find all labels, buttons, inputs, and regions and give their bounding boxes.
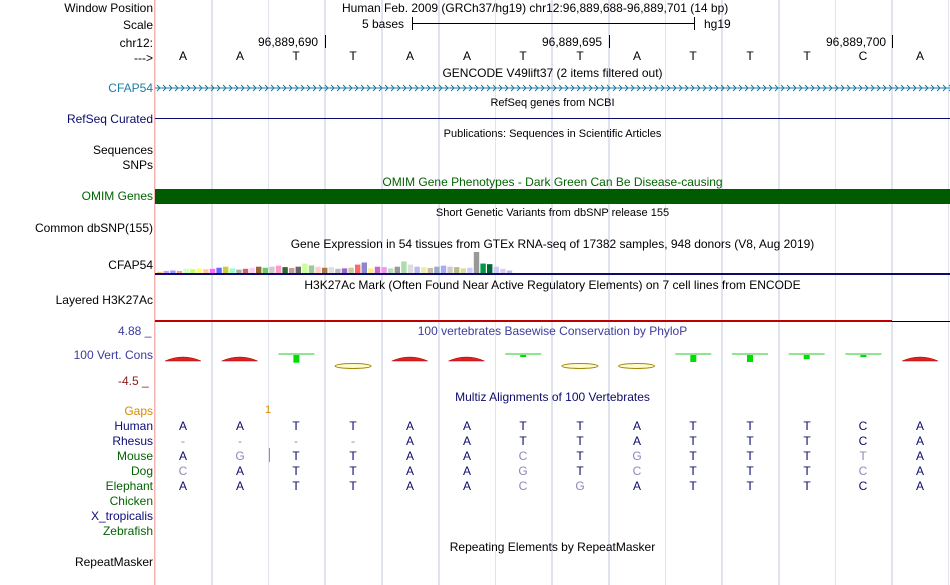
reference-base: T <box>292 49 300 63</box>
phylop-accelerated-mark[interactable] <box>222 357 258 361</box>
h3k27ac-track-label[interactable]: Layered H3K27Ac <box>55 293 153 307</box>
species-label[interactable]: Human <box>114 419 153 433</box>
aligned-base: A <box>405 464 414 478</box>
gtex-tissue-bar[interactable] <box>355 265 360 273</box>
phylop-accelerated-mark[interactable] <box>902 357 938 361</box>
gtex-tissue-bar[interactable] <box>474 252 479 273</box>
window-position-value: Human Feb. 2009 (GRCh37/hg19) chr12:96,889,688-96,889,701 (14 bp) <box>342 1 729 15</box>
aligned-base: A <box>915 479 924 493</box>
gtex-tissue-bar[interactable] <box>276 266 281 273</box>
aligned-base: T <box>746 419 754 433</box>
phylop-conserved-bar[interactable] <box>690 355 696 362</box>
gtex-track-label[interactable]: CFAP54 <box>108 258 153 272</box>
multiz-gaps-label: Gaps <box>124 404 153 418</box>
aligned-base: A <box>632 419 641 433</box>
reference-base: A <box>632 49 641 63</box>
aligned-base: T <box>349 479 357 493</box>
aligned-base: A <box>235 464 244 478</box>
aligned-base: C <box>632 464 642 478</box>
phylop-conserved-bar[interactable] <box>804 355 810 359</box>
aligned-base: T <box>746 479 754 493</box>
scale-bar-start <box>412 17 413 30</box>
gtex-tissue-bar[interactable] <box>401 261 406 273</box>
window-position-label: Window Position <box>64 1 153 15</box>
aligned-base: A <box>915 449 924 463</box>
aligned-base: T <box>689 479 697 493</box>
aligned-base: T <box>803 479 811 493</box>
position-tick <box>325 35 326 48</box>
aligned-base: C <box>858 434 868 448</box>
gtex-tissue-bar[interactable] <box>302 264 307 273</box>
aligned-base: A <box>915 434 924 448</box>
aligned-base: A <box>462 419 471 433</box>
publications-sequences-label[interactable]: Sequences <box>92 143 153 157</box>
aligned-base: T <box>349 449 357 463</box>
aligned-base: T <box>746 434 754 448</box>
aligned-base: T <box>292 449 300 463</box>
aligned-base: - <box>181 434 185 448</box>
aligned-base: C <box>858 479 868 493</box>
refseq-track-label[interactable]: RefSeq Curated <box>66 112 153 126</box>
aligned-base: A <box>178 479 187 493</box>
publications-track-title[interactable]: Publications: Sequences in Scientific Articles <box>443 128 662 140</box>
h3k27ac-track-title[interactable]: H3K27Ac Mark (Often Found Near Active Regulatory Elements) on 7 cell lines from ENCODE <box>304 278 801 292</box>
aligned-base: T <box>519 434 527 448</box>
strand-label: ---> <box>134 51 153 65</box>
phylop-accelerated-mark[interactable] <box>392 357 428 361</box>
aligned-base: A <box>462 434 471 448</box>
gtex-tissue-bar[interactable] <box>408 265 413 273</box>
aligned-base: T <box>576 464 584 478</box>
species-label[interactable]: Rhesus <box>112 434 153 448</box>
gtex-tissue-bar[interactable] <box>487 264 492 273</box>
aligned-base: T <box>519 419 527 433</box>
phylop-conserved-bar[interactable] <box>520 355 526 357</box>
aligned-base: T <box>803 419 811 433</box>
aligned-base: G <box>632 449 642 463</box>
aligned-base: T <box>349 464 357 478</box>
aligned-base: T <box>576 434 584 448</box>
cfap54-gene-feature[interactable] <box>155 84 950 92</box>
aligned-base: A <box>915 464 924 478</box>
omim-gene-bar[interactable] <box>155 189 950 204</box>
aligned-base: T <box>292 464 300 478</box>
reference-base: T <box>519 49 527 63</box>
chrom-label: chr12: <box>119 36 153 50</box>
phylop-conserved-bar[interactable] <box>747 355 753 362</box>
aligned-base: A <box>405 449 414 463</box>
snps-label[interactable]: SNPs <box>122 158 153 172</box>
aligned-base: G <box>575 479 585 493</box>
refseq-track-title[interactable]: RefSeq genes from NCBI <box>490 97 615 109</box>
species-label[interactable]: Dog <box>130 464 153 478</box>
aligned-base: A <box>235 419 244 433</box>
aligned-base: A <box>405 479 414 493</box>
reference-base: T <box>746 49 754 63</box>
aligned-base: T <box>689 434 697 448</box>
reference-base: A <box>178 49 187 63</box>
phylop-accelerated-mark[interactable] <box>449 357 485 361</box>
position-tick-label: 96,889,690 <box>258 35 319 49</box>
aligned-base: A <box>462 464 471 478</box>
reference-base: A <box>235 49 244 63</box>
reference-base: A <box>915 49 924 63</box>
phylop-accelerated-mark[interactable] <box>165 357 201 361</box>
aligned-base: T <box>803 464 811 478</box>
phylop-conservation-plot[interactable] <box>155 344 950 384</box>
omim-track-title[interactable]: OMIM Gene Phenotypes - Dark Green Can Be Disease-causing <box>382 175 723 189</box>
repeatmasker-track-title[interactable]: Repeating Elements by RepeatMasker <box>449 540 656 554</box>
scale-label: Scale <box>122 18 153 32</box>
reference-base: A <box>405 49 414 63</box>
aligned-base: A <box>462 479 471 493</box>
gtex-tissue-bar[interactable] <box>362 263 367 274</box>
reference-base: T <box>349 49 357 63</box>
phylop-track-label[interactable]: 100 Vert. Cons <box>73 348 153 362</box>
species-label[interactable]: X_tropicalis <box>90 509 153 523</box>
multiz-track-title[interactable]: Multiz Alignments of 100 Vertebrates <box>455 390 650 404</box>
phylop-neutral-mark[interactable] <box>619 364 655 369</box>
aligned-base: A <box>235 479 244 493</box>
h3k27ac-signal-tail <box>892 321 950 322</box>
aligned-base: T <box>292 479 300 493</box>
scale-bar <box>412 23 695 24</box>
repeatmasker-track-label[interactable]: RepeatMasker <box>74 555 153 569</box>
aligned-base: C <box>858 419 868 433</box>
aligned-base: C <box>518 479 528 493</box>
aligned-base: A <box>462 449 471 463</box>
gap-marker <box>269 448 270 462</box>
refseq-gene-line[interactable] <box>155 118 950 119</box>
aligned-base: T <box>689 464 697 478</box>
position-tick <box>609 35 610 48</box>
aligned-base: C <box>518 449 528 463</box>
position-tick <box>892 35 893 48</box>
phylop-neutral-mark[interactable] <box>335 364 371 369</box>
gap-count[interactable]: 1 <box>265 404 272 416</box>
omim-track-label[interactable]: OMIM Genes <box>81 189 153 203</box>
gtex-expression-barchart[interactable] <box>155 251 950 273</box>
aligned-base: T <box>746 449 754 463</box>
aligned-base: T <box>349 419 357 433</box>
aligned-base: A <box>178 449 187 463</box>
phylop-max-value: 4.88 _ <box>118 324 152 338</box>
aligned-base: T <box>803 449 811 463</box>
phylop-conserved-bar[interactable] <box>293 355 299 363</box>
aligned-base: G <box>518 464 528 478</box>
gencode-track-label[interactable]: CFAP54 <box>108 81 153 95</box>
h3k27ac-signal[interactable] <box>155 320 892 322</box>
aligned-base: T <box>576 419 584 433</box>
position-tick-label: 96,889,695 <box>542 35 603 49</box>
aligned-base: T <box>292 419 300 433</box>
gtex-tissue-bar[interactable] <box>441 266 446 273</box>
dbsnp-track-title[interactable]: Short Genetic Variants from dbSNP release 155 <box>435 207 670 219</box>
gtex-gene-line <box>155 273 950 275</box>
gencode-track-title[interactable]: GENCODE V49lift37 (2 items filtered out) <box>442 66 663 80</box>
aligned-base: G <box>235 449 245 463</box>
phylop-conserved-bar[interactable] <box>860 355 866 357</box>
aligned-base: A <box>632 479 641 493</box>
aligned-base: A <box>405 434 414 448</box>
species-label[interactable]: Chicken <box>109 494 153 508</box>
aligned-base: - <box>294 434 298 448</box>
gtex-tissue-bar[interactable] <box>480 264 485 273</box>
position-tick-label: 96,889,700 <box>826 35 887 49</box>
reference-base: T <box>576 49 584 63</box>
aligned-base: C <box>858 464 868 478</box>
aligned-base: T <box>859 449 867 463</box>
scale-value: 5 bases <box>362 17 405 31</box>
reference-base: A <box>462 49 471 63</box>
scale-assembly: hg19 <box>704 17 731 31</box>
aligned-base: T <box>576 449 584 463</box>
gtex-track-title[interactable]: Gene Expression in 54 tissues from GTEx RNA-seq of 17382 samples, 948 donors (V8, Aug 2019) <box>290 237 815 251</box>
aligned-base: A <box>178 419 187 433</box>
aligned-base: T <box>689 449 697 463</box>
aligned-base: T <box>746 464 754 478</box>
dbsnp-track-label[interactable]: Common dbSNP(155) <box>34 221 153 235</box>
phylop-track-title[interactable]: 100 vertebrates Basewise Conservation by PhyloP <box>417 324 688 338</box>
scale-bar-end <box>694 17 695 30</box>
aligned-base: - <box>351 434 355 448</box>
reference-base: C <box>858 49 868 63</box>
aligned-base: - <box>238 434 242 448</box>
species-label[interactable]: Mouse <box>116 449 153 463</box>
reference-base: T <box>689 49 697 63</box>
aligned-base: A <box>405 419 414 433</box>
phylop-min-value: -4.5 _ <box>118 374 149 388</box>
reference-base: T <box>803 49 811 63</box>
aligned-base: T <box>689 419 697 433</box>
aligned-base: A <box>915 419 924 433</box>
aligned-base: C <box>178 464 188 478</box>
aligned-base: A <box>632 434 641 448</box>
gtex-tissue-bar[interactable] <box>309 265 314 273</box>
species-label[interactable]: Elephant <box>105 479 153 493</box>
aligned-base: T <box>803 434 811 448</box>
phylop-neutral-mark[interactable] <box>562 364 598 369</box>
species-label[interactable]: Zebrafish <box>102 524 153 538</box>
